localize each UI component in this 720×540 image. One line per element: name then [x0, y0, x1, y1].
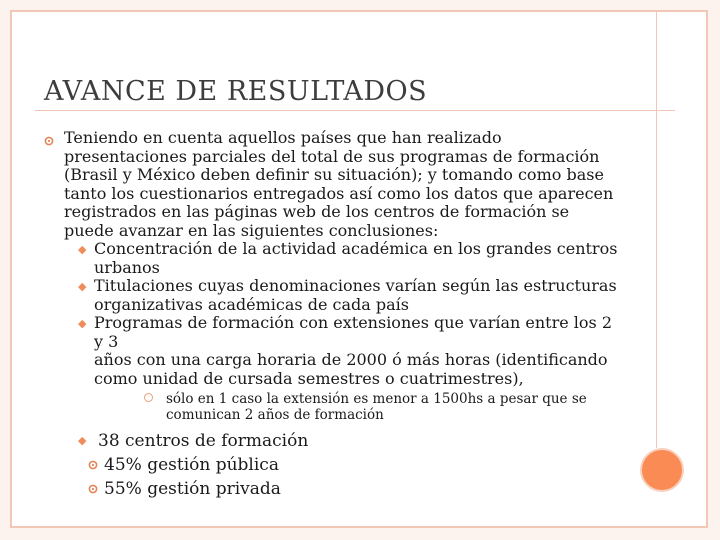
intro-line: registrados en las páginas web de los centros de formación se: [64, 202, 570, 221]
circle-bullet-icon: [144, 393, 153, 402]
centers-label: 38 centros de formación: [98, 431, 309, 451]
decorative-vertical-line: [656, 10, 657, 448]
gear-bullet-icon: [44, 136, 54, 146]
centers-item: [74, 429, 624, 453]
slide-content: [44, 129, 624, 501]
note-item: sólo en 1 caso la extensión es menor a 1500hs a pesar que se comunican 2 años de formación: [144, 391, 624, 423]
diamond-bullet-icon: ◆: [78, 317, 87, 330]
intro-paragraph: [44, 129, 624, 240]
diamond-bullet-icon: ◆: [78, 280, 87, 293]
intro-line: puede avanzar en las siguientes conclusiones:: [64, 220, 439, 240]
conclusion-item: ◆ Programas de formación con extensiones que varían entre los 2 y 3 años con una carga horaria de 2000 ó más horas (identificando como unidad de cursada semestres o cuatrimestres),: [78, 313, 613, 388]
intro-line: tanto los cuestionarios entregados así como los datos que aparecen: [64, 183, 614, 203]
conclusion-item: ◆ Titulaciones cuyas denominaciones varían según las estructuras organizativas académicas de cada país: [78, 276, 617, 314]
centers-subitem: 55% gestión privada: [88, 477, 624, 501]
diamond-bullet-icon: ◆: [78, 434, 87, 447]
decorative-circle: [640, 448, 684, 492]
title-divider: [35, 110, 675, 111]
diamond-bullet-icon: ◆: [78, 243, 87, 256]
gear-bullet-icon: [88, 460, 98, 470]
intro-line: Teniendo en cuenta aquellos países que han realizado: [64, 128, 502, 147]
conclusion-item: ◆ Concentración de la actividad académica en los grandes centros urbanos: [78, 239, 618, 277]
intro-line: (Brasil y México deben definir su situación); y tomando como base: [64, 165, 604, 184]
centers-subitem: 45% gestión pública: [88, 453, 624, 477]
intro-line: presentaciones parciales del total de sus programas de formación: [64, 146, 600, 166]
slide-title: AVANCE DE RESULTADOS: [44, 76, 428, 107]
gear-bullet-icon: [88, 484, 98, 494]
